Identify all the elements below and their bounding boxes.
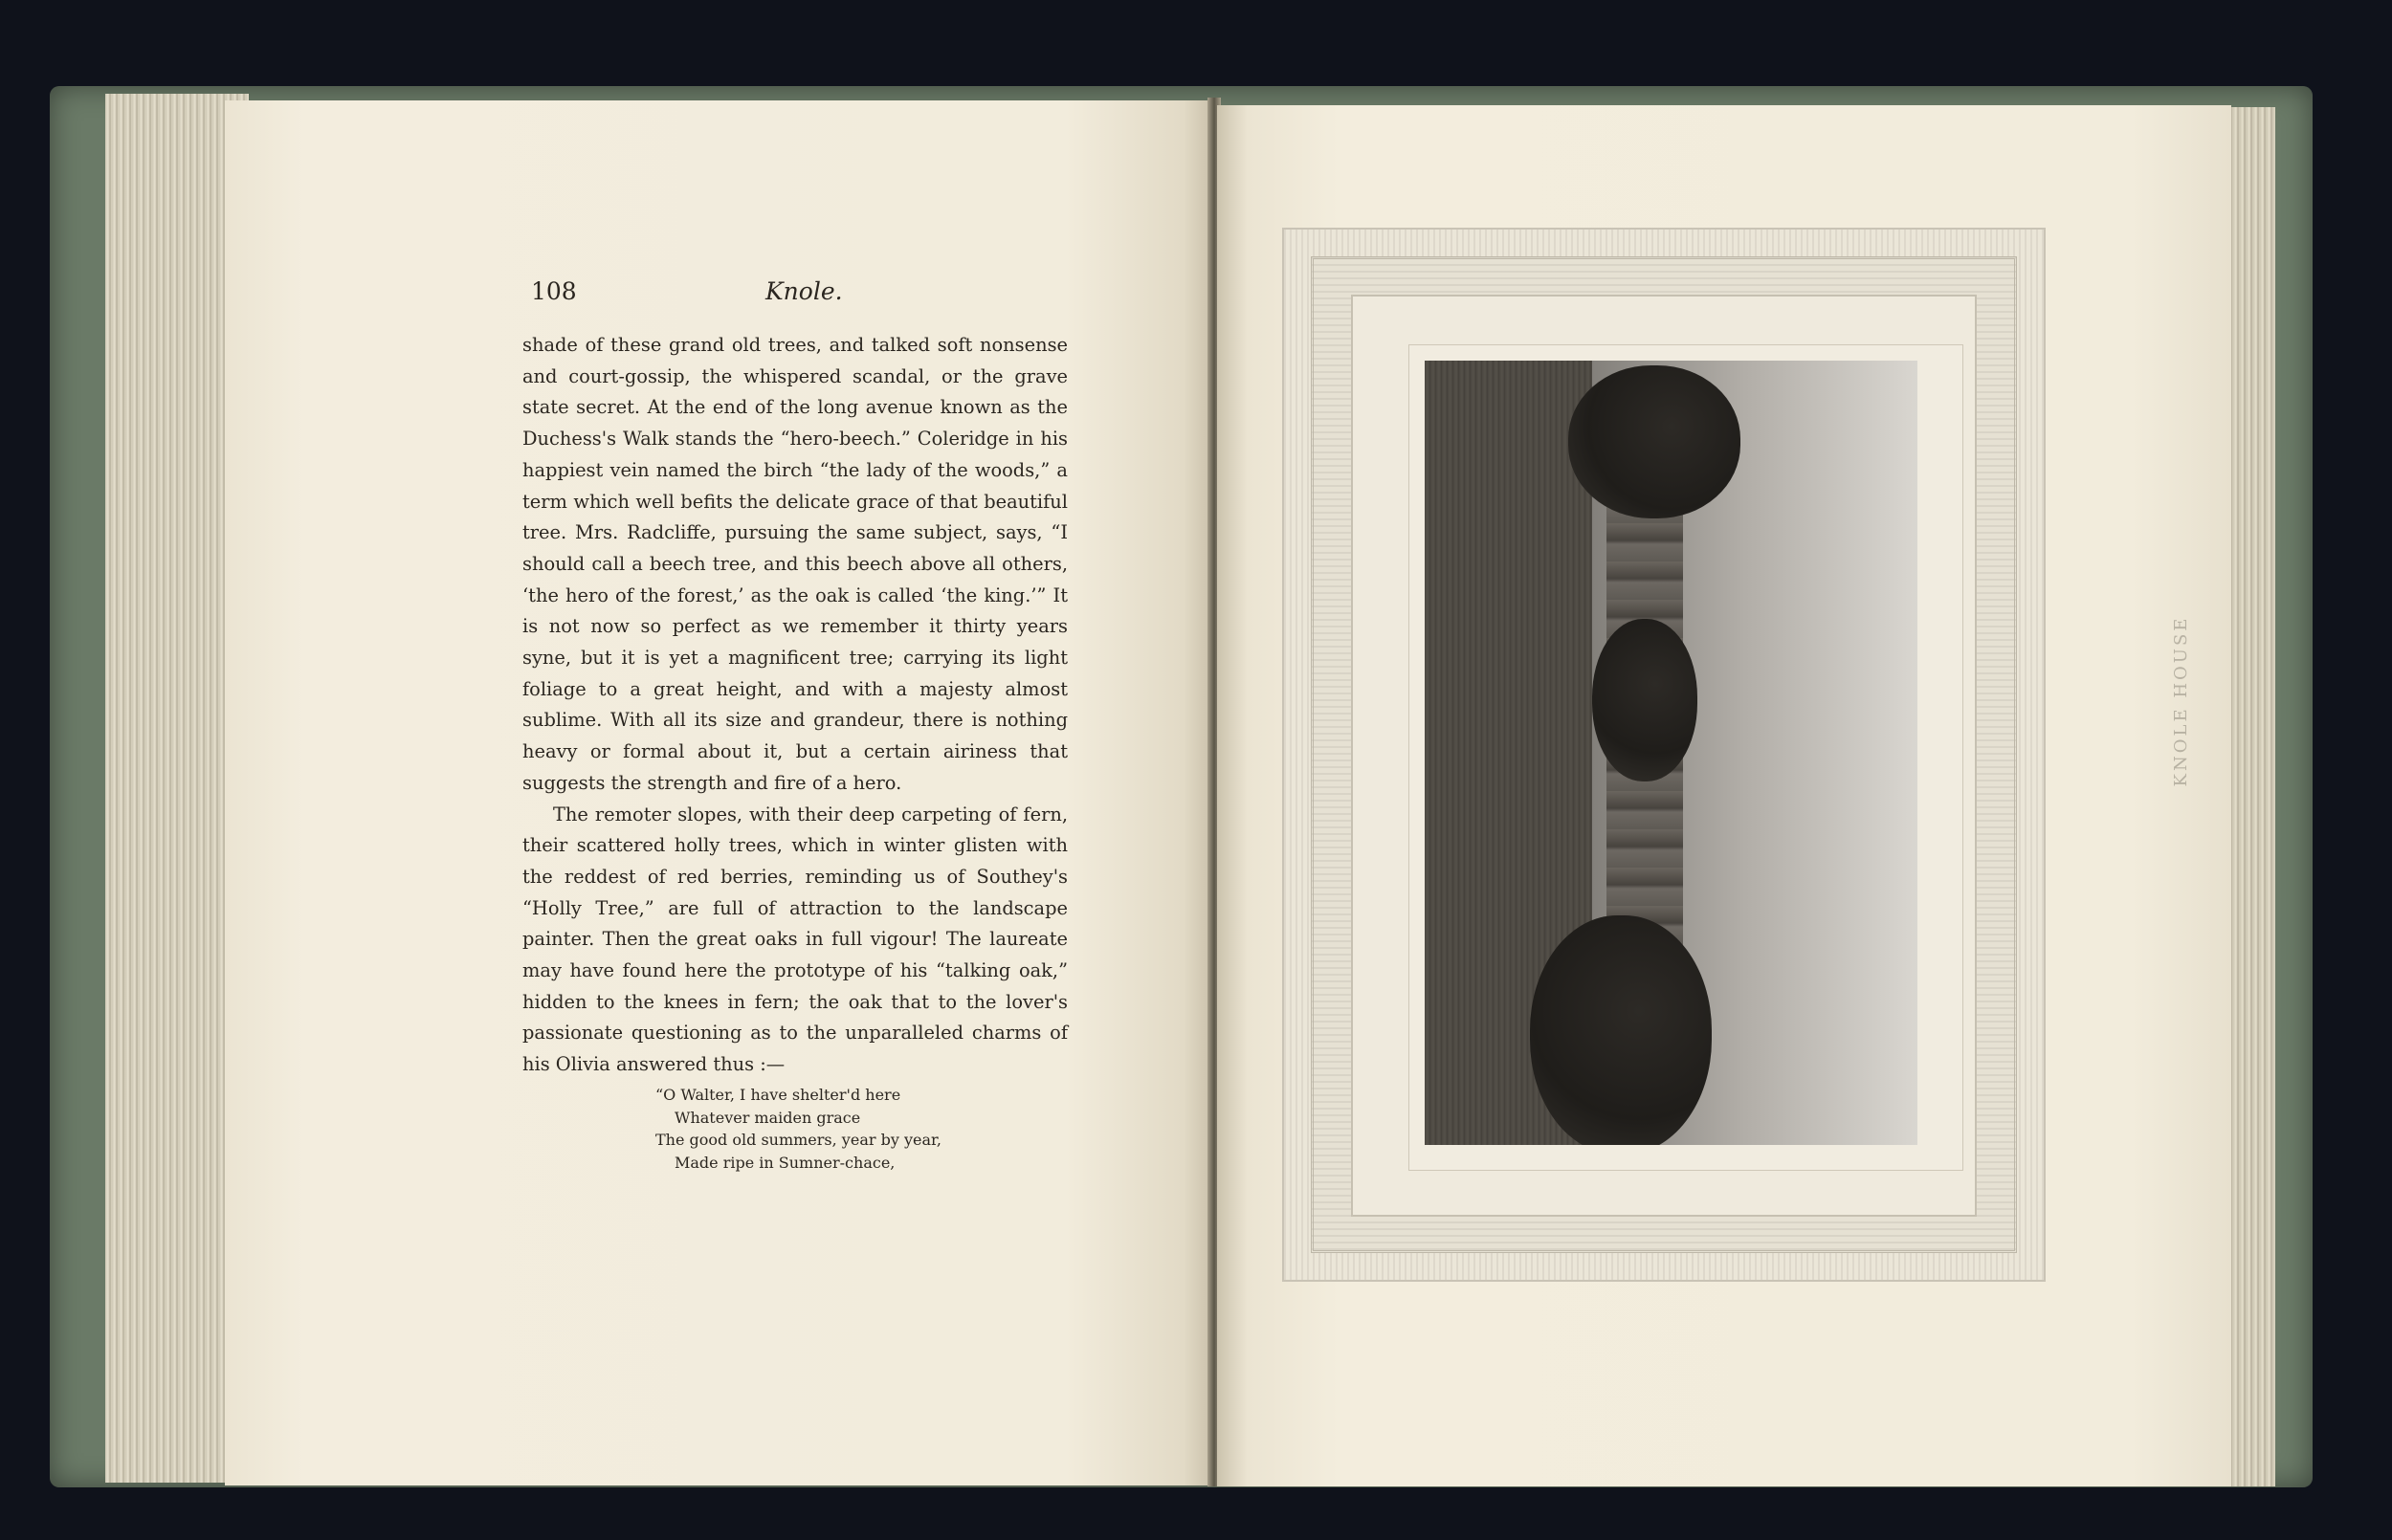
running-title: Knole. [765,277,843,305]
body-text [522,330,1068,1081]
verse-line-1: “O Walter, I have shelter'd here [655,1086,901,1104]
paragraph-2: The remoter slopes, with their deep carpeting of fern, their scattered holly trees, which in winter glisten with the reddest of red berries, reminding us of Southey's “Holly Tree,” are full of attraction to the landscape painter. Then the great oaks in full vigour! The laureate may have found here the prototype of his “talking oak,” hidden to the knees in fern; the oak that to the lover's passionate questioning as to the unparalleled charms of his Olivia answered thus :— [522,803,1068,1076]
page-number: 108 [531,277,577,305]
verse-quote [655,1084,1000,1174]
knole-house-photograph [1425,361,1917,1145]
plate-caption: KNOLE HOUSE [2171,615,2191,787]
photo-tree-bottom [1530,915,1712,1145]
verse-line-2: Whatever maiden grace [675,1108,861,1127]
photo-tree-middle [1592,619,1697,781]
verse-line-3: The good old summers, year by year, [655,1131,941,1149]
photo-tree-top [1568,365,1740,518]
verse-line-4: Made ripe in Sumner-chace, [675,1153,896,1172]
running-head [531,277,1086,316]
paragraph-1: shade of these grand old trees, and talked soft nonsense and court-gossip, the whispered scandal, or the grave state secret. At the end of the long avenue known as the Duchess's Walk stands the “hero-beech.” Coleridge in his happiest vein named the birch “the lady of the woods,” a term which well befits the delicate grace of that beautiful tree. Mrs. Radcliffe, pursuing the same subject, says, “I should call a beech tree, and this beech above all others, ‘the hero of the forest,’ as the oak is called ‘the king.’” It is not now so perfect as we remember it thirty years syne, but it is yet a magnificent tree; carrying its light foliage to a great height, and with a majesty almost sublime. With all its size and grandeur, there is nothing heavy or formal about it, but a certain airiness that suggests the strength and fire of a hero. [522,334,1068,794]
